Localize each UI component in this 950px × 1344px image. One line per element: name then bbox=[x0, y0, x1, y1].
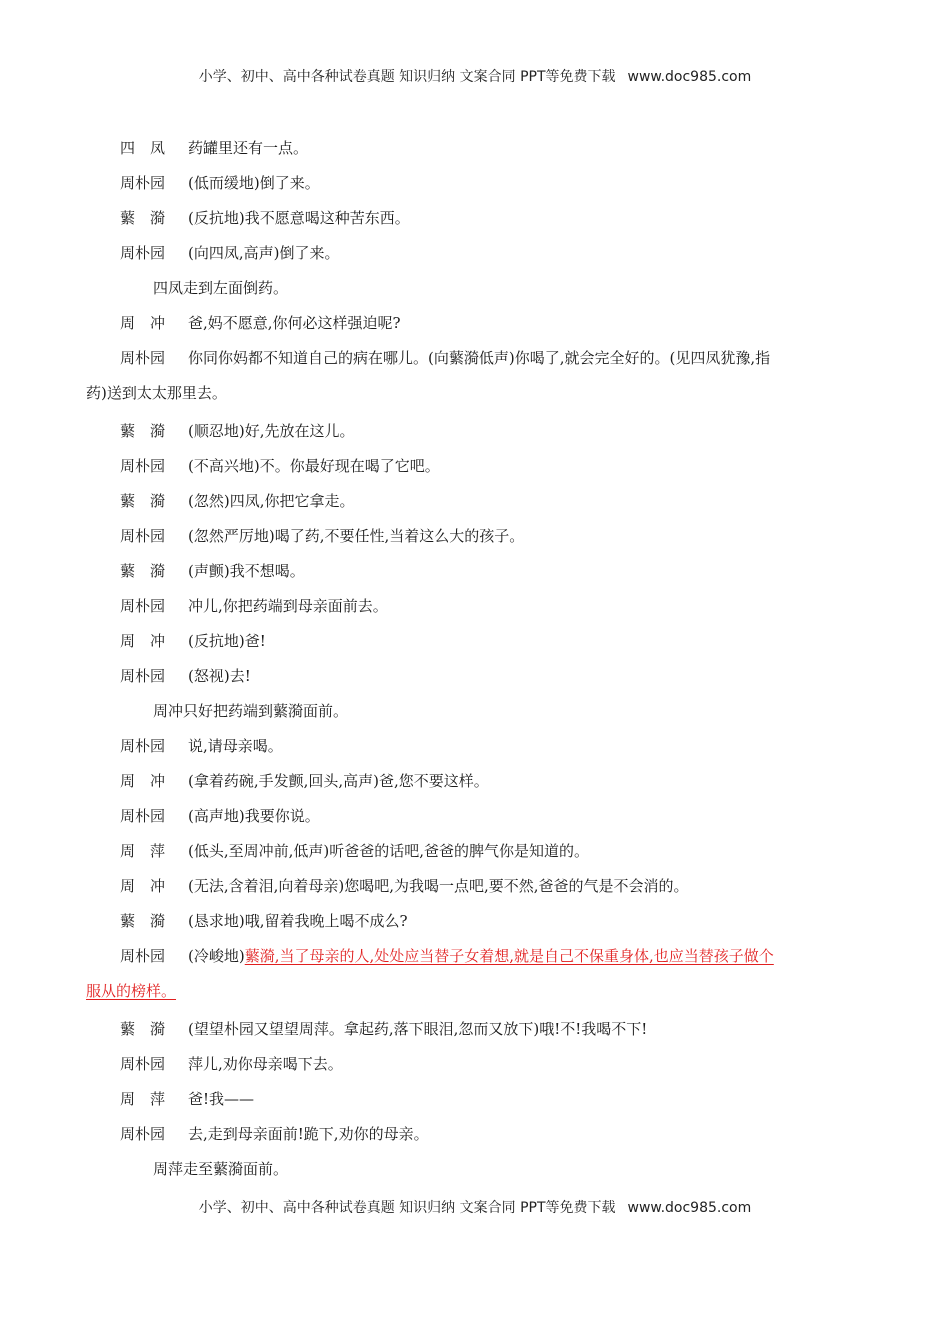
dialogue-line bbox=[120, 554, 865, 589]
stage-direction: 周萍走至蘩漪面前。 bbox=[153, 1160, 289, 1178]
speaker-name: 周朴园 bbox=[120, 457, 166, 475]
speaker-name: 周 冲 bbox=[120, 877, 166, 895]
speaker-name: 蘩 漪 bbox=[120, 209, 166, 227]
dialogue-line bbox=[120, 1082, 865, 1117]
speaker-name: 周朴园 bbox=[120, 737, 166, 755]
dialogue-line bbox=[120, 201, 865, 236]
speaker-name: 蘩 漪 bbox=[120, 422, 166, 440]
dialogue-line bbox=[120, 449, 865, 484]
speaker-name: 周朴园 bbox=[120, 667, 166, 685]
dialogue-line bbox=[120, 1117, 865, 1152]
dialogue-line bbox=[120, 341, 865, 376]
stage-direction: 周冲只好把药端到蘩漪面前。 bbox=[153, 702, 349, 720]
dialogue-text: (反抗地)爸! bbox=[188, 632, 266, 650]
speaker-name: 周 萍 bbox=[120, 842, 166, 860]
dialogue-text: (反抗地)我不愿意喝这种苦东西。 bbox=[188, 209, 410, 227]
dialogue-line bbox=[120, 131, 865, 166]
dialogue-line bbox=[120, 236, 865, 271]
dialogue-line bbox=[120, 799, 865, 834]
dialogue-line bbox=[120, 306, 865, 341]
footer-url: www.doc985.com bbox=[627, 1200, 752, 1216]
speaker-name: 蘩 漪 bbox=[120, 492, 166, 510]
speaker-name: 周朴园 bbox=[120, 527, 166, 545]
dialogue-text: (声颤)我不想喝。 bbox=[188, 562, 305, 580]
dialogue-continuation bbox=[86, 974, 866, 1009]
dialogue-text: 爸!我—— bbox=[188, 1090, 255, 1108]
speaker-name: 蘩 漪 bbox=[120, 912, 166, 930]
dialogue-text: (怒视)去! bbox=[188, 667, 251, 685]
speaker-name: 周朴园 bbox=[120, 174, 166, 192]
dialogue-text: 冲儿,你把药端到母亲面前去。 bbox=[188, 597, 388, 615]
speaker-name: 四 凤 bbox=[120, 139, 166, 157]
speaker-name: 周朴园 bbox=[120, 349, 166, 367]
dialogue-text: 你同你妈都不知道自己的病在哪儿。(向蘩漪低声)你喝了,就会完全好的。(见四凤犹豫,指 bbox=[188, 349, 771, 367]
stage-direction: 四凤走到左面倒药。 bbox=[153, 279, 289, 297]
dialogue-line bbox=[120, 166, 865, 201]
speaker-name: 周 冲 bbox=[120, 632, 166, 650]
speaker-name: 周朴园 bbox=[120, 1055, 166, 1073]
dialogue-line bbox=[120, 624, 865, 659]
dialogue-text: (拿着药碗,手发颤,回头,高声)爸,您不要这样。 bbox=[188, 772, 489, 790]
header-text: 小学、初中、高中各种试卷真题 知识归纳 文案合同 PPT等免费下载 bbox=[198, 69, 616, 85]
dialogue-line bbox=[120, 589, 865, 624]
speaker-name: 蘩 漪 bbox=[120, 562, 166, 580]
page-footer bbox=[0, 1197, 950, 1217]
dialogue-line bbox=[120, 414, 865, 449]
dialogue-text: 萍儿,劝你母亲喝下去。 bbox=[188, 1055, 343, 1073]
dialogue-line bbox=[120, 659, 865, 694]
speaker-name: 周朴园 bbox=[120, 807, 166, 825]
footer-text: 小学、初中、高中各种试卷真题 知识归纳 文案合同 PPT等免费下载 bbox=[198, 1200, 616, 1216]
dialogue-text: (低而缓地)倒了来。 bbox=[188, 174, 320, 192]
dialogue-text: (冷峻地) bbox=[188, 947, 245, 965]
header-url: www.doc985.com bbox=[627, 69, 752, 85]
dialogue-text: (忽然严厉地)喝了药,不要任性,当着这么大的孩子。 bbox=[188, 527, 525, 545]
dialogue-text: 药罐里还有一点。 bbox=[188, 139, 309, 157]
speaker-name: 周朴园 bbox=[120, 244, 166, 262]
dialogue-line bbox=[120, 834, 865, 869]
page-header bbox=[0, 66, 950, 86]
speaker-name: 周朴园 bbox=[120, 947, 166, 965]
dialogue-line bbox=[120, 869, 865, 904]
speaker-name: 蘩 漪 bbox=[120, 1020, 166, 1038]
dialogue-text: (顺忍地)好,先放在这儿。 bbox=[188, 422, 355, 440]
dialogue-text: 说,请母亲喝。 bbox=[188, 737, 283, 755]
dialogue-text: (低头,至周冲前,低声)听爸爸的话吧,爸爸的脾气你是知道的。 bbox=[188, 842, 590, 860]
dialogue-continuation: 药)送到太太那里去。 bbox=[86, 384, 227, 402]
dialogue-line bbox=[120, 729, 865, 764]
dialogue-line bbox=[120, 484, 865, 519]
speaker-name: 周 冲 bbox=[120, 314, 166, 332]
speaker-name: 周 冲 bbox=[120, 772, 166, 790]
speaker-name: 周 萍 bbox=[120, 1090, 166, 1108]
dialogue-text: (恳求地)哦,留着我晚上喝不成么? bbox=[188, 912, 408, 930]
dialogue-line bbox=[120, 1047, 865, 1082]
dialogue-line bbox=[120, 1012, 865, 1047]
dialogue-line bbox=[120, 904, 865, 939]
dialogue-text: 爸,妈不愿意,你何必这样强迫呢? bbox=[188, 314, 401, 332]
speaker-name: 周朴园 bbox=[120, 1125, 166, 1143]
dialogue-text: (不高兴地)不。你最好现在喝了它吧。 bbox=[188, 457, 440, 475]
dialogue-line bbox=[120, 519, 865, 554]
dialogue-line bbox=[120, 939, 865, 974]
dialogue-text: 去,走到母亲面前!跪下,劝你的母亲。 bbox=[188, 1125, 429, 1143]
dialogue-text: (高声地)我要你说。 bbox=[188, 807, 320, 825]
dialogue-text: (忽然)四凤,你把它拿走。 bbox=[188, 492, 355, 510]
dialogue-text: (无法,含着泪,向着母亲)您喝吧,为我喝一点吧,要不然,爸爸的气是不会消的。 bbox=[188, 877, 689, 895]
dialogue-text: (望望朴园又望望周萍。拿起药,落下眼泪,忽而又放下)哦!不!我喝不下! bbox=[188, 1020, 648, 1038]
highlighted-text: 蘩漪,当了母亲的人,处处应当替子女着想,就是自己不保重身体,也应当替孩子做个 bbox=[244, 947, 774, 965]
dialogue-line bbox=[120, 764, 865, 799]
highlighted-text-continuation: 服从的榜样。 bbox=[86, 982, 177, 1000]
speaker-name: 周朴园 bbox=[120, 597, 166, 615]
dialogue-text: (向四凤,高声)倒了来。 bbox=[188, 244, 340, 262]
